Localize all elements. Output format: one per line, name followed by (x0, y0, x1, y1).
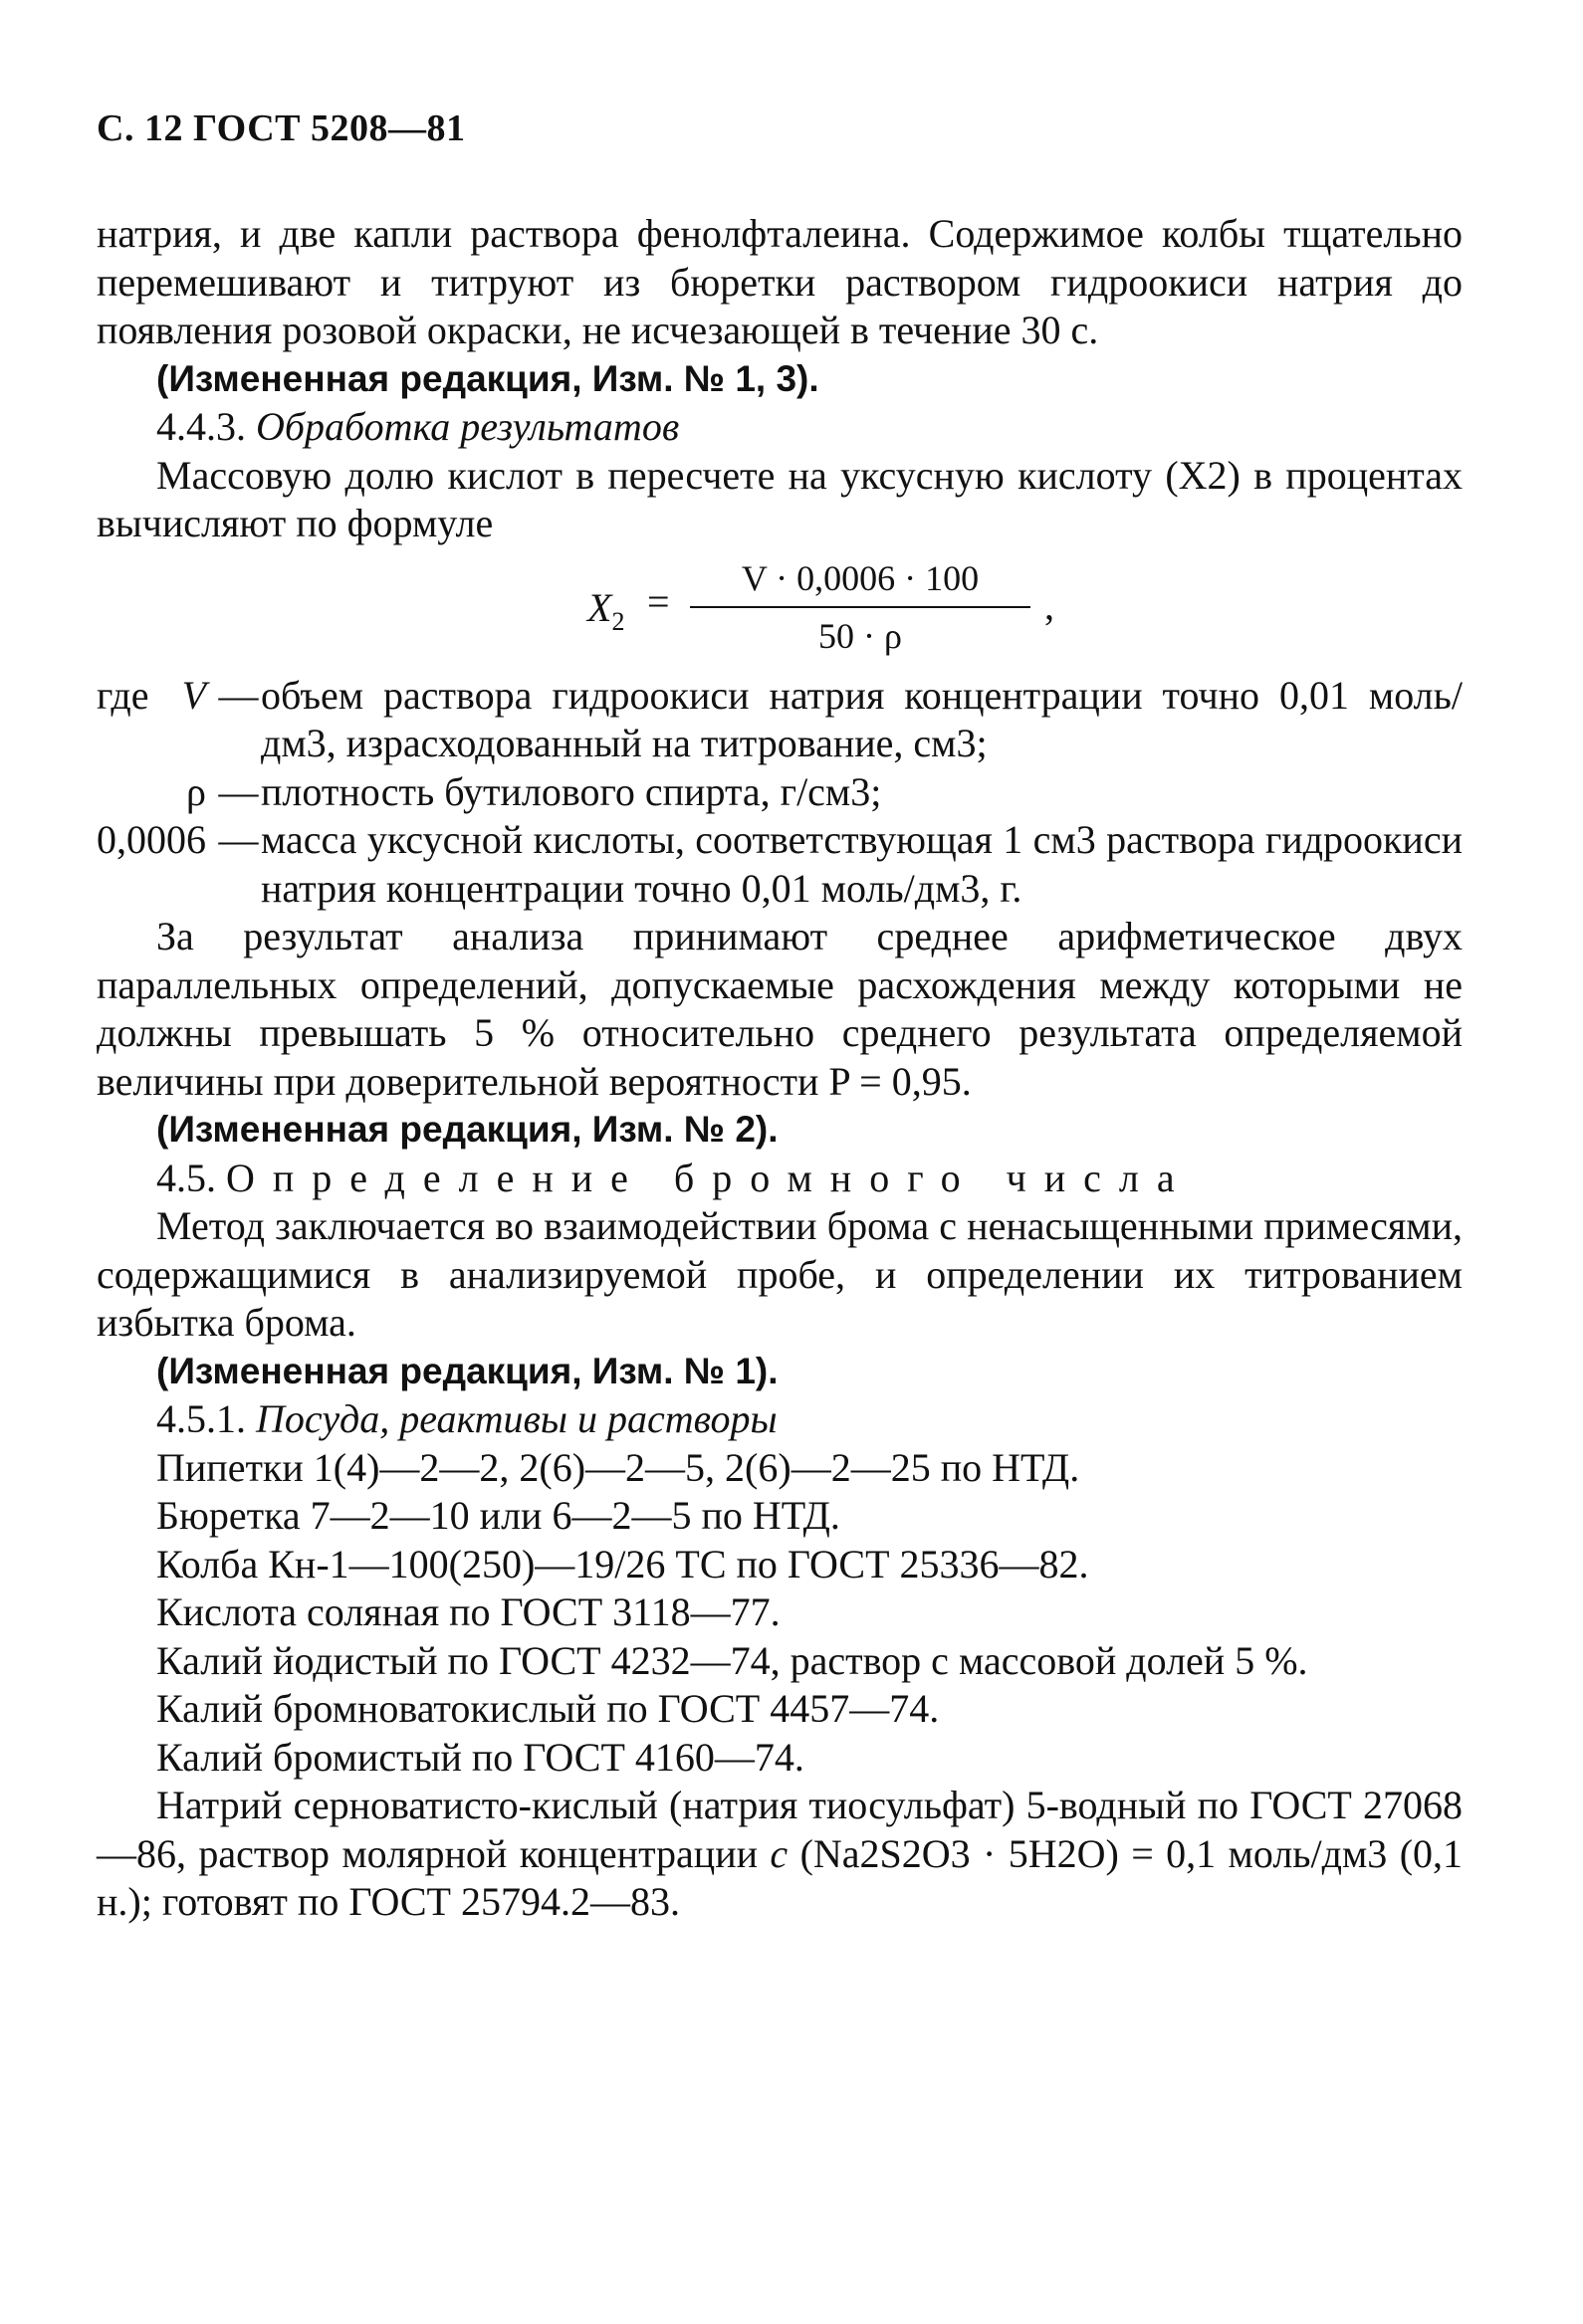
amendment-note-1: (Измененная редакция, Изм. № 1, 3). (156, 357, 819, 399)
section-4-5-1-heading (97, 1395, 1463, 1444)
amendment-note-2: (Измененная редакция, Изм. № 2). (156, 1109, 779, 1150)
list-item: Калий бромноватокислый по ГОСТ 4457—74. (156, 1686, 940, 1731)
formula-comma: , (1044, 582, 1054, 628)
document-page (97, 105, 1463, 1927)
section-4-5-heading (97, 1155, 1463, 1203)
section-title: Посуда, реактивы и растворы (256, 1396, 778, 1441)
amendment-note-3: (Измененная редакция, Изм. № 1). (156, 1350, 779, 1391)
paragraph-titration: натрия, и две капли раствора фенолфталеина. Содержимое колбы тщательно перемешивают и титруют из бюретки раствором гидроокиси натрия до появления розовой окраски, не исчезающей в течение 30 с. (97, 211, 1463, 352)
variable-definitions (97, 672, 1463, 914)
definition-constant: масса уксусной кислоты, соответствующая 1 см3 раствора гидроокиси натрия концентрации точно 0,01 моль/дм3, г. (261, 817, 1463, 911)
formula-x2 (97, 554, 1463, 662)
definition-dash: — (218, 672, 259, 718)
formula-denominator: 50 · ρ (818, 615, 902, 656)
definition-symbol-v: где V (97, 672, 206, 718)
list-item: Пипетки 1(4)—2—2, 2(6)—2—5, 2(6)—2—25 по НТД. (156, 1444, 1080, 1490)
section-4-4-3-heading (97, 403, 1463, 452)
definition-symbol-rho: ρ (186, 768, 206, 814)
thiosulfate-formula: (Na2S2O3 · 5H2O) = 0,1 моль/дм3 (799, 1830, 1388, 1876)
formula-lhs: $X_2$ (587, 584, 625, 636)
list-item: Калий йодистый по ГОСТ 4232—74, раствор с массовой долей 5 %. (156, 1637, 1308, 1683)
mass-fraction-text: Массовую долю кислот в пересчете на уксусную кислоту (X2) в процентах вычисляют по формуле (97, 452, 1463, 545)
section-title: Обработка результатов (256, 404, 680, 449)
formula-equals: = (647, 578, 670, 624)
definition-v: объем раствора гидроокиси натрия концентрации точно 0,01 моль/дм3, израсходованный на титрование, см3; (261, 672, 1463, 765)
section-title: Определение бромного числа (226, 1155, 1193, 1200)
definition-dash: — (218, 768, 259, 814)
definition-dash: — (218, 817, 259, 862)
paragraph-thiosulfate: Натрий серноватисто-кислый (натрия тиосульфат) 5-водный по ГОСТ 27068—86, раствор молярной концентрации c (Na2S2O3 · 5H2O) = 0,1 моль/дм3 (0,1 н.); готовят по ГОСТ 25794.2—83. (97, 1783, 1464, 1924)
paragraph-result: За результат анализа принимают среднее арифметическое двух параллельных определений, допускаемые расхождения между которыми не должны превышать 5 % относительно среднего результата определяемой величины при доверительной вероятности P = 0,95. (97, 914, 1463, 1104)
section-number: 4.5.1. (156, 1396, 246, 1441)
definition-symbol-constant: 0,0006 (97, 817, 206, 862)
list-item: Калий бромистый по ГОСТ 4160—74. (156, 1734, 804, 1780)
list-item: Бюретка 7—2—10 или 6—2—5 по НТД. (156, 1493, 840, 1538)
paragraph-mass-fraction (97, 452, 1463, 548)
paragraph-method: Метод заключается во взаимодействии брома с ненасыщенными примесями, содержащимися в анализируемой пробе, и определении их титрованием избытка брома. (97, 1203, 1463, 1345)
definition-rho: плотность бутилового спирта, г/см3; (261, 768, 882, 814)
section-number: 4.4.3. (156, 404, 246, 449)
list-item: Кислота соляная по ГОСТ 3118—77. (156, 1589, 781, 1634)
fraction-bar (690, 606, 1030, 608)
formula-numerator: V · 0,0006 · 100 (741, 557, 980, 598)
list-item: Колба Кн-1—100(250)—19/26 ТС по ГОСТ 25336—82. (156, 1541, 1089, 1586)
section-number: 4.5. (156, 1155, 216, 1200)
page-header: С. 12 ГОСТ 5208—81 (97, 107, 466, 149)
